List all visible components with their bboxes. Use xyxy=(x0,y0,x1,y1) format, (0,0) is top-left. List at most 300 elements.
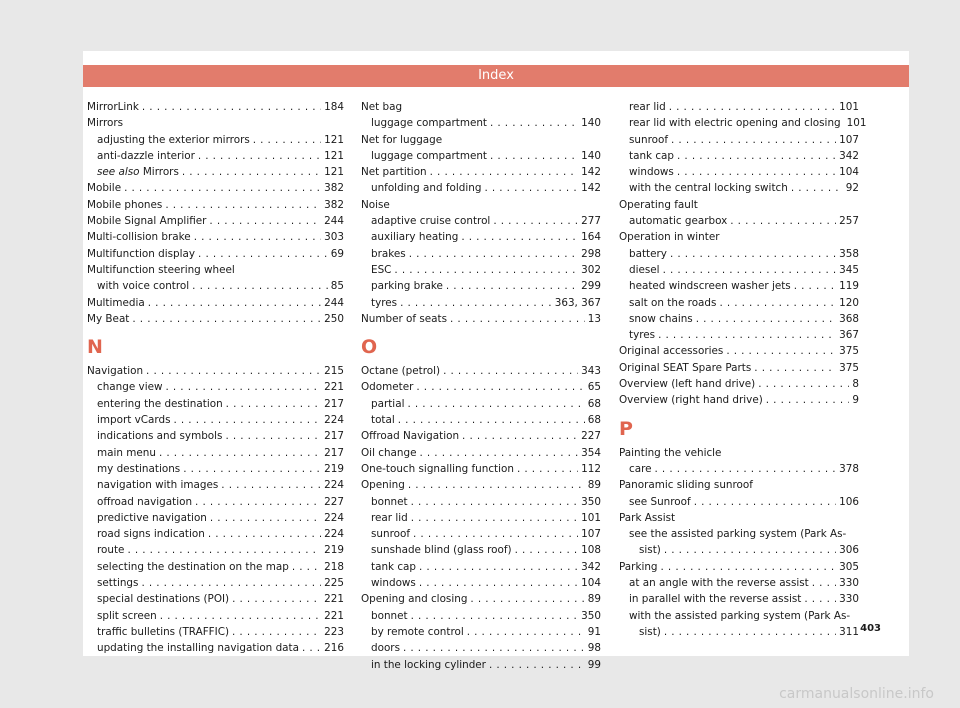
entry-term: snow chains xyxy=(629,312,693,325)
entry-text xyxy=(361,445,417,461)
entry-text xyxy=(97,608,157,624)
index-column-2 xyxy=(361,99,601,673)
index-entry xyxy=(87,510,344,526)
dot-leader xyxy=(208,526,321,542)
entry-page: 13 xyxy=(587,312,601,325)
dot-leader xyxy=(658,327,836,343)
index-entry xyxy=(361,445,601,461)
entry-text xyxy=(361,363,440,379)
index-entry xyxy=(87,559,344,575)
entry-term: Painting the vehicle xyxy=(619,446,722,459)
entry-text xyxy=(97,428,222,444)
index-entry xyxy=(361,591,601,607)
entry-term: sunroof xyxy=(629,133,669,146)
entry-term: predictive navigation xyxy=(97,511,207,524)
entry-page: 107 xyxy=(839,133,859,146)
entry-term: luggage compartment xyxy=(371,149,487,162)
entry-term: road signs indication xyxy=(97,528,205,541)
entry-page: 358 xyxy=(839,247,859,260)
dot-leader xyxy=(726,343,836,359)
entry-text xyxy=(619,231,720,243)
entry-page: 85 xyxy=(330,280,344,293)
entry-text xyxy=(619,447,721,459)
entry-text xyxy=(97,148,195,164)
entry-text xyxy=(87,229,191,245)
index-entry xyxy=(87,229,344,245)
entry-term: adjusting the exterior mirrors xyxy=(97,133,250,146)
entry-text xyxy=(619,479,753,491)
dot-leader xyxy=(484,180,578,196)
index-entry xyxy=(361,608,601,624)
index-entry xyxy=(87,115,344,131)
index-entry xyxy=(87,608,344,624)
entry-page: 215 xyxy=(324,365,344,378)
index-entry xyxy=(87,363,344,379)
entry-page: 368 xyxy=(839,312,859,325)
dot-leader xyxy=(159,445,321,461)
entry-term: unfolding and folding xyxy=(371,182,482,195)
dot-leader xyxy=(490,148,578,164)
entry-page: 219 xyxy=(324,544,344,557)
entry-text xyxy=(371,510,408,526)
entry-text xyxy=(97,445,156,461)
entry-page: 305 xyxy=(839,560,859,573)
index-entry xyxy=(361,412,601,428)
dot-leader xyxy=(198,148,321,164)
index-entry xyxy=(619,575,859,591)
entry-page: 217 xyxy=(324,430,344,443)
entry-text xyxy=(371,148,487,164)
entry-text xyxy=(97,477,218,493)
index-entry xyxy=(619,262,859,278)
entry-text xyxy=(361,199,390,211)
index-entry xyxy=(361,363,601,379)
entry-text xyxy=(371,396,404,412)
entry-term: rear lid xyxy=(629,101,666,113)
entry-term: Multifunction display xyxy=(87,247,196,260)
entry-text xyxy=(619,559,658,575)
entry-term: Net bag xyxy=(361,101,403,113)
index-entry xyxy=(619,591,859,607)
entry-prefix: see also xyxy=(97,166,140,179)
dot-leader xyxy=(758,376,849,392)
entry-term: diesel xyxy=(629,263,660,276)
entry-term: Park Assist xyxy=(619,511,676,524)
entry-page: 306 xyxy=(839,544,859,557)
dot-leader xyxy=(804,591,836,607)
entry-page: 101 xyxy=(839,101,859,113)
dot-leader xyxy=(142,99,321,115)
entry-term: windows xyxy=(629,166,674,179)
index-entry xyxy=(361,148,601,164)
entry-term: main menu xyxy=(97,446,156,459)
entry-page: 216 xyxy=(324,642,344,655)
entry-term: Mirrors xyxy=(142,166,179,179)
entry-text xyxy=(361,428,459,444)
dot-leader xyxy=(794,278,836,294)
index-entry xyxy=(619,148,859,164)
entry-term: with the central locking switch xyxy=(629,182,788,195)
dot-leader xyxy=(182,164,321,180)
dot-leader xyxy=(198,246,328,262)
dot-leader xyxy=(221,477,321,493)
entry-text xyxy=(371,278,443,294)
dot-leader xyxy=(173,412,321,428)
entry-text xyxy=(639,542,661,558)
index-entry xyxy=(619,213,859,229)
index-entry xyxy=(361,99,601,115)
entry-text xyxy=(371,624,464,640)
index-entry xyxy=(87,295,344,311)
entry-text xyxy=(629,311,693,327)
dot-leader xyxy=(292,559,321,575)
entry-page: 164 xyxy=(581,231,601,244)
index-entry xyxy=(87,412,344,428)
entry-text xyxy=(361,101,402,113)
entry-term: Navigation xyxy=(87,365,144,378)
index-entry xyxy=(87,197,344,213)
entry-text xyxy=(97,278,189,294)
entry-text xyxy=(361,379,413,395)
index-entry xyxy=(361,526,601,542)
entry-page: 345 xyxy=(839,263,859,276)
entry-page: 350 xyxy=(581,609,601,622)
entry-page: 142 xyxy=(581,182,601,195)
index-entry xyxy=(619,445,859,461)
index-entry xyxy=(619,229,859,245)
entry-term: navigation with images xyxy=(97,479,219,492)
dot-leader xyxy=(411,494,579,510)
entry-term: Octane (petrol) xyxy=(361,365,441,378)
entry-text xyxy=(361,311,447,327)
entry-page: 119 xyxy=(839,280,859,293)
entry-text xyxy=(87,213,206,229)
index-entry xyxy=(87,180,344,196)
entry-term: auxiliary heating xyxy=(371,231,459,244)
entry-term: Mobile phones xyxy=(87,198,163,211)
entry-term: my destinations xyxy=(97,462,181,475)
entry-text xyxy=(97,591,229,607)
index-entry xyxy=(361,180,601,196)
dot-leader xyxy=(226,396,321,412)
dot-leader xyxy=(210,510,321,526)
dot-leader xyxy=(696,311,836,327)
entry-term: by remote control xyxy=(371,625,464,638)
entry-text xyxy=(97,510,207,526)
entry-text xyxy=(371,542,512,558)
dot-leader xyxy=(719,295,836,311)
entry-term: anti-dazzle interior xyxy=(97,149,195,162)
dot-leader xyxy=(302,640,321,656)
entry-page: 218 xyxy=(324,560,344,573)
entry-term: Opening and closing xyxy=(361,593,468,606)
entry-page: 121 xyxy=(324,166,344,179)
index-entry xyxy=(87,494,344,510)
index-entry xyxy=(361,624,601,640)
entry-text xyxy=(87,180,121,196)
entry-term: Operating fault xyxy=(619,198,698,211)
entry-page: 217 xyxy=(324,446,344,459)
entry-page: 184 xyxy=(324,101,344,113)
entry-page: 121 xyxy=(324,133,344,146)
index-entry xyxy=(619,392,859,408)
entry-page: 9 xyxy=(852,394,859,407)
entry-term: Net for luggage xyxy=(361,133,443,146)
index-entry xyxy=(87,213,344,229)
entry-page: 92 xyxy=(845,182,859,195)
index-entry xyxy=(619,115,867,131)
entry-term: Original accessories xyxy=(619,345,724,358)
entry-page: 224 xyxy=(324,479,344,492)
entry-text xyxy=(97,575,138,591)
dot-leader xyxy=(183,461,321,477)
entry-page: 223 xyxy=(324,625,344,638)
dot-leader xyxy=(400,295,552,311)
index-entry xyxy=(361,559,601,575)
entry-page: 227 xyxy=(324,495,344,508)
entry-page: 330 xyxy=(839,577,859,590)
entry-term: indications and symbols xyxy=(97,430,223,443)
dot-leader xyxy=(165,379,321,395)
dot-leader xyxy=(443,363,578,379)
index-entry xyxy=(87,624,344,640)
dot-leader xyxy=(394,262,578,278)
entry-term: Oil change xyxy=(361,446,417,459)
dot-leader xyxy=(165,197,321,213)
entry-text xyxy=(371,526,410,542)
index-entry xyxy=(361,213,601,229)
index-entry xyxy=(619,559,859,575)
dot-leader xyxy=(461,229,578,245)
entry-page: 121 xyxy=(324,149,344,162)
index-entry xyxy=(619,295,859,311)
entry-term: with the assisted parking system (Park As- xyxy=(629,609,851,622)
dot-leader xyxy=(148,295,321,311)
entry-term: Overview (left hand drive) xyxy=(619,378,756,391)
dot-leader xyxy=(446,278,578,294)
entry-page: 375 xyxy=(839,345,859,358)
entry-text xyxy=(97,164,179,180)
index-entry xyxy=(619,278,859,294)
dot-leader xyxy=(754,360,836,376)
index-entry xyxy=(361,575,601,591)
index-header: Index xyxy=(83,65,909,87)
entry-text xyxy=(87,363,143,379)
index-entry xyxy=(361,510,601,526)
index-entry xyxy=(87,311,344,327)
entry-term: Mobile xyxy=(87,182,122,195)
index-entry xyxy=(619,197,859,213)
entry-page: 277 xyxy=(581,215,601,228)
entry-term: offroad navigation xyxy=(97,495,193,508)
entry-text xyxy=(629,115,841,131)
dot-leader xyxy=(132,311,321,327)
entry-term: Mobile Signal Amplifier xyxy=(87,215,207,228)
entry-term: total xyxy=(371,414,395,427)
entry-term: special destinations (POI) xyxy=(97,593,230,606)
index-entry xyxy=(87,148,344,164)
entry-text xyxy=(619,512,675,524)
index-entry xyxy=(361,379,601,395)
dot-leader xyxy=(160,608,321,624)
entry-text xyxy=(629,213,727,229)
index-entry xyxy=(619,542,859,558)
entry-page: 104 xyxy=(581,577,601,590)
entry-page: 382 xyxy=(324,198,344,211)
entry-term: tyres xyxy=(371,296,398,309)
index-entry xyxy=(361,461,601,477)
index-entry xyxy=(619,99,859,115)
index-page xyxy=(83,51,909,671)
entry-text xyxy=(371,180,481,196)
entry-term: updating the installing navigation data xyxy=(97,642,299,655)
index-entry xyxy=(87,542,344,558)
index-entry xyxy=(87,575,344,591)
dot-leader xyxy=(677,148,836,164)
index-entry xyxy=(361,132,601,148)
section-letter-o: O xyxy=(361,336,378,359)
dot-leader xyxy=(663,262,837,278)
index-entry xyxy=(361,295,601,311)
entry-page: 68 xyxy=(587,414,601,427)
dot-leader xyxy=(407,396,584,412)
entry-text xyxy=(629,132,668,148)
entry-text xyxy=(371,295,397,311)
dot-leader xyxy=(791,180,843,196)
index-entry xyxy=(361,396,601,412)
entry-page: 101 xyxy=(581,511,601,524)
index-entry xyxy=(361,262,601,278)
dot-leader xyxy=(253,132,321,148)
entry-text xyxy=(97,396,223,412)
index-entry xyxy=(361,115,601,131)
entry-term: with voice control xyxy=(97,280,190,293)
entry-page: 225 xyxy=(324,577,344,590)
entry-text xyxy=(629,610,850,622)
index-entry xyxy=(619,376,859,392)
section-letter-p: P xyxy=(619,417,633,440)
entry-text xyxy=(87,99,139,115)
entry-term: luggage compartment xyxy=(371,117,487,130)
index-entry xyxy=(361,197,601,213)
dot-leader xyxy=(664,542,836,558)
entry-text xyxy=(97,542,124,558)
entry-text xyxy=(371,494,408,510)
entry-text xyxy=(371,608,408,624)
entry-text xyxy=(97,412,170,428)
dot-leader xyxy=(470,591,584,607)
entry-term: Multifunction steering wheel xyxy=(87,263,235,276)
entry-page: 89 xyxy=(587,593,601,606)
entry-page: 302 xyxy=(581,263,601,276)
index-entry xyxy=(619,360,859,376)
index-entry xyxy=(87,591,344,607)
entry-page: 106 xyxy=(839,495,859,508)
dot-leader xyxy=(493,213,578,229)
entry-text xyxy=(619,376,755,392)
index-entry xyxy=(361,278,601,294)
index-entry xyxy=(87,428,344,444)
entry-term: sist) xyxy=(639,544,661,557)
dot-leader xyxy=(398,412,585,428)
dot-leader xyxy=(411,608,579,624)
entry-text xyxy=(371,262,391,278)
entry-page: 91 xyxy=(587,625,601,638)
entry-page: 354 xyxy=(581,446,601,459)
entry-page: 107 xyxy=(581,528,601,541)
entry-term: salt on the roads xyxy=(629,296,717,309)
entry-term: Multimedia xyxy=(87,296,145,309)
entry-text xyxy=(361,134,442,146)
entry-term: Parking xyxy=(619,560,658,573)
entry-term: adaptive cruise control xyxy=(371,215,491,228)
dot-leader xyxy=(403,640,585,656)
dot-leader xyxy=(225,428,321,444)
entry-term: sunshade blind (glass roof) xyxy=(371,544,512,557)
index-entry xyxy=(87,132,344,148)
entry-page: 140 xyxy=(581,117,601,130)
entry-text xyxy=(629,180,788,196)
entry-term: rear lid xyxy=(371,511,408,524)
dot-leader xyxy=(661,559,837,575)
entry-text xyxy=(619,199,698,211)
entry-page: 217 xyxy=(324,397,344,410)
entry-term: ESC xyxy=(371,263,392,276)
index-entry xyxy=(361,640,601,656)
dot-leader xyxy=(124,180,321,196)
entry-text xyxy=(629,295,716,311)
page-number: 403 xyxy=(860,623,881,634)
entry-text xyxy=(629,148,674,164)
entry-term: windows xyxy=(371,577,416,590)
entry-page: 224 xyxy=(324,528,344,541)
entry-text xyxy=(629,246,667,262)
index-entry xyxy=(619,180,859,196)
entry-text xyxy=(97,132,250,148)
entry-page: 140 xyxy=(581,149,601,162)
index-entry xyxy=(87,262,344,278)
index-entry xyxy=(87,379,344,395)
entry-text xyxy=(629,164,674,180)
entry-page: 221 xyxy=(324,593,344,606)
dot-leader xyxy=(669,99,836,115)
entry-term: change view xyxy=(97,381,163,394)
entry-page: 112 xyxy=(581,462,601,475)
dot-leader xyxy=(467,624,585,640)
entry-text xyxy=(361,164,427,180)
dot-leader xyxy=(671,132,836,148)
entry-page: 244 xyxy=(324,296,344,309)
entry-text xyxy=(97,624,229,640)
entry-page: 99 xyxy=(587,658,601,671)
entry-page: 378 xyxy=(839,462,859,475)
entry-term: tank cap xyxy=(371,560,417,573)
index-entry xyxy=(619,477,859,493)
entry-term: see the assisted parking system (Park As- xyxy=(629,528,847,541)
entry-page: 343 xyxy=(581,365,601,378)
entry-text xyxy=(97,494,192,510)
entry-text xyxy=(87,311,129,327)
dot-leader xyxy=(419,559,578,575)
entry-text xyxy=(619,392,763,408)
index-entry xyxy=(361,542,601,558)
section-letter-n: N xyxy=(87,336,103,359)
entry-text xyxy=(361,477,405,493)
index-entry xyxy=(361,229,601,245)
index-entry xyxy=(87,246,344,262)
dot-leader xyxy=(677,164,836,180)
entry-page: 311 xyxy=(839,625,859,638)
